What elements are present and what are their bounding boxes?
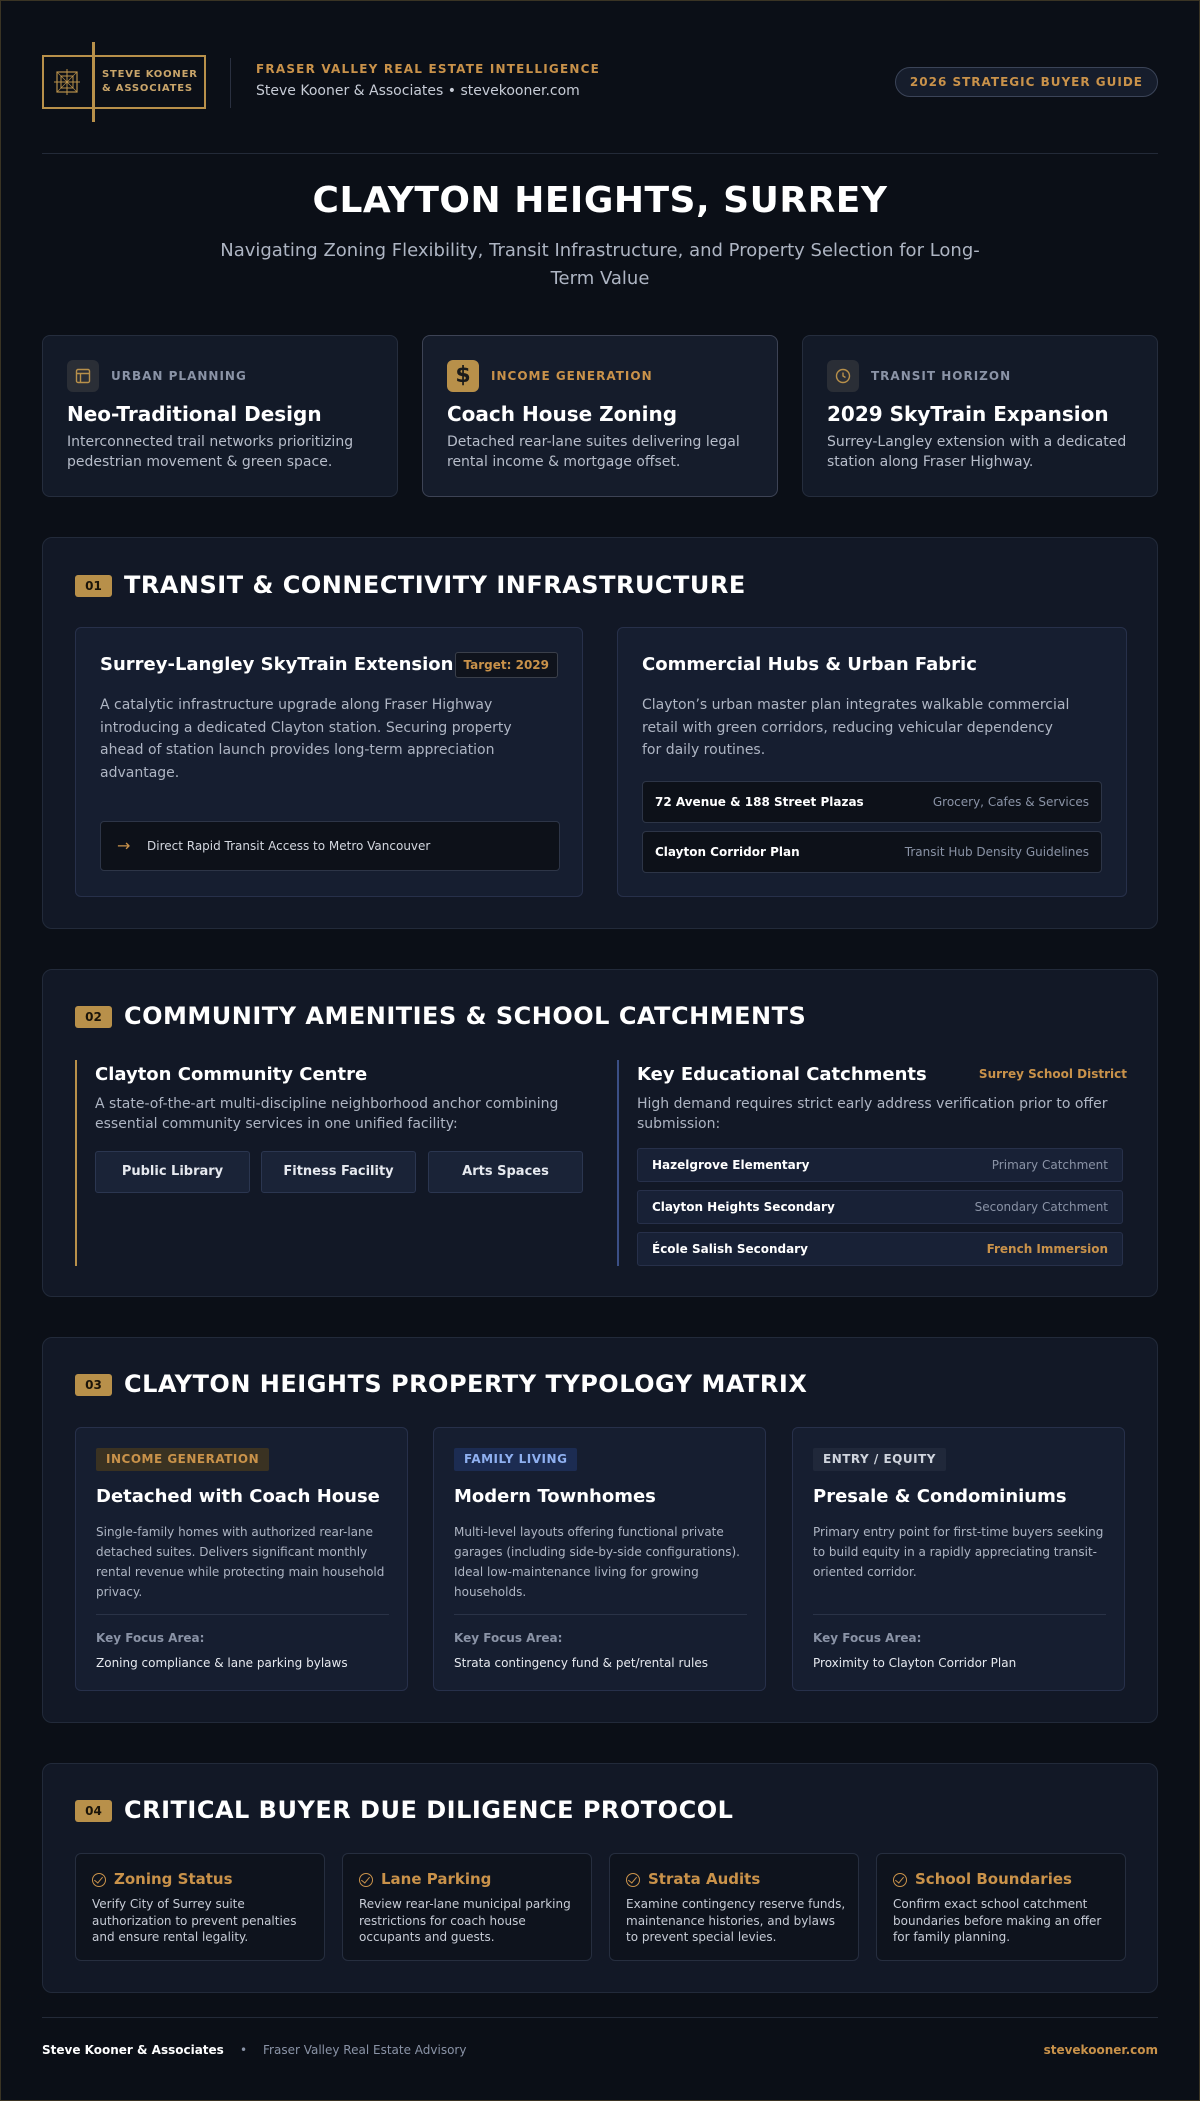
school-name: Clayton Heights Secondary (652, 1200, 835, 1214)
feature-desc: Surrey-Langley extension with a dedicated station along Fraser Highway. (827, 434, 1127, 470)
typology-card-detached (75, 1427, 408, 1691)
school-name: École Salish Secondary (652, 1242, 808, 1256)
transit-access-row (100, 821, 560, 871)
footer-separator: • (240, 2043, 248, 2057)
section-amenities (42, 969, 1158, 1297)
feature-desc: Interconnected trail networks prioritizing pedestrian movement & green space. (67, 434, 354, 470)
hubs-desc: Clayton’s urban master plan integrates walkable commercial retail with green corridors, reducing vehicular dependency for daily routines. (642, 697, 1070, 758)
school-catchments (617, 1060, 1127, 1266)
skytrain-desc: A catalytic infrastructure upgrade along Fraser Highway introducing a dedicated Clayton station. Securing property ahead of station launch provides long-term appreciation advantage. (100, 697, 512, 781)
page-title: CLAYTON HEIGHTS, SURREY (312, 180, 888, 221)
section-number: 01 (75, 575, 112, 597)
header-subline: Steve Kooner & Associates • stevekooner.com (256, 83, 580, 99)
amenity-chip: Fitness Facility (261, 1151, 416, 1193)
footer-brand: Steve Kooner & Associates (42, 2043, 224, 2057)
focus-label: Key Focus Area: (813, 1631, 922, 1645)
section-title: TRANSIT & CONNECTIVITY INFRASTRUCTURE (124, 571, 746, 599)
school-row (637, 1190, 1123, 1224)
feature-kicker: TRANSIT HORIZON (871, 369, 1012, 383)
diligence-desc: Confirm exact school catchment boundaries before making an offer for family planning. (893, 1897, 1102, 1944)
diligence-desc: Examine contingency reserve funds, maintenance histories, and bylaws to prevent special levies. (626, 1897, 846, 1944)
section-title: CRITICAL BUYER DUE DILIGENCE PROTOCOL (124, 1796, 734, 1824)
school-row (637, 1232, 1123, 1266)
typology-tag: FAMILY LIVING (454, 1448, 577, 1471)
focus-label: Key Focus Area: (96, 1631, 205, 1645)
section-number: 04 (75, 1800, 112, 1822)
logo-accent-bar (92, 42, 95, 122)
brand-logo[interactable] (42, 55, 206, 109)
hub-value: Grocery, Cafes & Services (932, 795, 1089, 809)
community-centre (75, 1060, 585, 1266)
school-name: Hazelgrove Elementary (652, 1158, 810, 1172)
target-badge: Target: 2029 (455, 652, 559, 678)
diligence-desc: Review rear-lane municipal parking restrictions for coach house occupants and guests. (359, 1897, 571, 1944)
school-row (637, 1148, 1123, 1182)
feature-desc: Detached rear-lane suites delivering legal rental income & mortgage offset. (447, 434, 740, 470)
divider (813, 1614, 1106, 1615)
accent-bar (75, 1060, 77, 1266)
diligence-title: School Boundaries (915, 1870, 1072, 1888)
diligence-title: Strata Audits (648, 1870, 761, 1888)
diligence-card (876, 1853, 1126, 1961)
diligence-card (342, 1853, 592, 1961)
diligence-card (609, 1853, 859, 1961)
hub-name: Clayton Corridor Plan (655, 845, 800, 859)
school-catchment: Primary Catchment (991, 1158, 1108, 1172)
header-rule (42, 153, 1158, 154)
section-number: 03 (75, 1374, 112, 1396)
typology-title: Presale & Condominiums (813, 1486, 1067, 1507)
focus-value: Zoning compliance & lane parking bylaws (96, 1656, 348, 1670)
check-circle-icon (893, 1873, 907, 1887)
accent-bar (617, 1060, 619, 1266)
diligence-title: Zoning Status (114, 1870, 233, 1888)
skytrain-title: Surrey-Langley SkyTrain Extension (100, 654, 454, 675)
feature-card-transit (802, 335, 1158, 497)
header-kicker: FRASER VALLEY REAL ESTATE INTELLIGENCE (256, 62, 601, 76)
check-circle-icon (626, 1873, 640, 1887)
divider (454, 1614, 747, 1615)
check-circle-icon (92, 1873, 106, 1887)
hub-value: Transit Hub Density Guidelines (904, 845, 1089, 859)
typology-title: Modern Townhomes (454, 1486, 656, 1507)
page-subtitle: Navigating Zoning Flexibility, Transit Infrastructure, and Property Selection for Long-Term Value (220, 240, 980, 289)
schools-desc: High demand requires strict early address verification prior to offer submission: (637, 1096, 1108, 1132)
focus-value: Strata contingency fund & pet/rental rules (454, 1656, 708, 1670)
centre-title: Clayton Community Centre (95, 1064, 368, 1085)
section-number: 02 (75, 1006, 112, 1028)
schools-title: Key Educational Catchments (637, 1064, 927, 1085)
feature-kicker: URBAN PLANNING (111, 369, 247, 383)
section-title: CLAYTON HEIGHTS PROPERTY TYPOLOGY MATRIX (124, 1370, 808, 1398)
dollar-icon: $ (447, 360, 479, 392)
school-catchment: French Immersion (986, 1242, 1108, 1256)
feature-title: Coach House Zoning (447, 402, 678, 426)
centre-desc: A state-of-the-art multi-discipline neighborhood anchor combining essential community services in one unified facility: (95, 1096, 559, 1132)
focus-label: Key Focus Area: (454, 1631, 563, 1645)
focus-value: Proximity to Clayton Corridor Plan (813, 1656, 1017, 1670)
footer-rule (42, 2017, 1158, 2018)
header (42, 40, 1158, 120)
typology-tag: INCOME GENERATION (96, 1448, 269, 1471)
typology-desc: Multi-level layouts offering functional private garages (including side-by-side configurations). Ideal low-maintenance living for growing households. (454, 1525, 740, 1599)
hub-name: 72 Avenue & 188 Street Plazas (655, 795, 864, 809)
transit-access-label: Direct Rapid Transit Access to Metro Vancouver (147, 839, 431, 853)
hubs-panel (617, 627, 1127, 897)
logo-line-2: & ASSOCIATES (102, 83, 193, 94)
diligence-desc: Verify City of Surrey suite authorization to prevent penalties and ensure rental legality. (92, 1897, 297, 1944)
logo-mark-icon (52, 67, 82, 97)
feature-title: 2029 SkyTrain Expansion (827, 402, 1109, 426)
divider (96, 1614, 389, 1615)
typology-title: Detached with Coach House (96, 1486, 380, 1507)
logo-line-1: STEVE KOONER (102, 69, 198, 80)
district-label: Surrey School District (978, 1067, 1127, 1081)
logo-text (102, 68, 198, 96)
feature-card-income (422, 335, 778, 497)
clock-icon (827, 360, 859, 392)
layout-icon (67, 360, 99, 392)
arrow-right-icon: → (117, 836, 131, 855)
typology-card-townhomes (433, 1427, 766, 1691)
section-transit (42, 537, 1158, 929)
diligence-title: Lane Parking (381, 1870, 492, 1888)
school-catchment: Secondary Catchment (974, 1200, 1108, 1214)
hub-row (642, 831, 1102, 873)
section-title: COMMUNITY AMENITIES & SCHOOL CATCHMENTS (124, 1002, 807, 1030)
diligence-card (75, 1853, 325, 1961)
typology-tag: ENTRY / EQUITY (813, 1448, 946, 1471)
feature-title: Neo-Traditional Design (67, 402, 322, 426)
typology-desc: Primary entry point for first-time buyers seeking to build equity in a rapidly appreciating transit-oriented corridor. (813, 1525, 1104, 1579)
amenity-chip: Arts Spaces (428, 1151, 583, 1193)
section-diligence (42, 1763, 1158, 1993)
section-typology (42, 1337, 1158, 1723)
hubs-title: Commercial Hubs & Urban Fabric (642, 654, 977, 675)
feature-card-urban-planning (42, 335, 398, 497)
header-divider (230, 58, 231, 108)
skytrain-panel (75, 627, 583, 897)
typology-card-presale (792, 1427, 1125, 1691)
amenity-chip: Public Library (95, 1151, 250, 1193)
feature-kicker: INCOME GENERATION (491, 369, 653, 383)
hub-row (642, 781, 1102, 823)
check-circle-icon (359, 1873, 373, 1887)
guide-badge: 2026 STRATEGIC BUYER GUIDE (895, 67, 1158, 97)
typology-desc: Single-family homes with authorized rear-lane detached suites. Delivers significant monthly rental revenue while protecting main household privacy. (96, 1525, 385, 1599)
footer-tagline: Fraser Valley Real Estate Advisory (263, 2043, 467, 2057)
footer-website-link[interactable]: stevekooner.com (1043, 2043, 1158, 2057)
